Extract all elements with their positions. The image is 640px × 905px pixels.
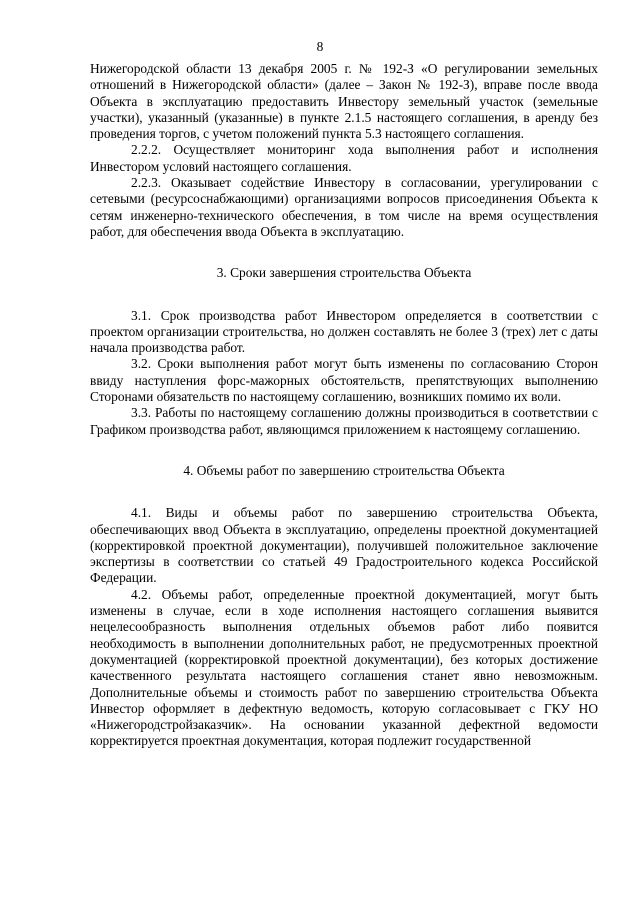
paragraph-4-2: 4.2. Объемы работ, определенные проектной документацией, могут быть изменены в случае, если в ходе исполнения настоящего соглашения выявится нецелесообразность выполнения отдельных объемов работ либо появится необходимость в выполнении дополнительных работ, не предусмотренных проектной документацией (корректировкой проектной документации), без которых достижение качественного результата настоящего соглашения станет явно невозможным. Дополнительные объемы и стоимость работ по завершению строительства Объекта Инвестор оформляет в дефектную ведомость, которую согласовывает с ГКУ НО «Нижегородстройзаказчик». На основании указанной дефектной ведомости корректируется проектная документация, которая подлежит государственной bbox=[90, 586, 598, 749]
section-3-heading: 3. Сроки завершения строительства Объекта bbox=[216, 265, 472, 281]
paragraph-4-1: 4.1. Виды и объемы работ по завершению строительства Объекта, обеспечивающих ввод Объекта в эксплуатацию, определены проектной документацией (корректировкой проектной документации), получившей положительное заключение экспертизы в соответствии со статьей 49 Градостроительного кодекса Российской Федерации. bbox=[90, 505, 598, 586]
section-4-heading: 4. Объемы работ по завершению строительства Объекта bbox=[183, 462, 505, 478]
document-body bbox=[90, 61, 598, 750]
paragraph-3-2: 3.2. Сроки выполнения работ могут быть изменены по согласованию Сторон ввиду наступления форс-мажорных обстоятельств, препятствующих выполнению Сторонами обязательств по настоящему соглашению, возникших помимо их воли. bbox=[90, 356, 598, 405]
paragraph-law-192z: Нижегородской области 13 декабря 2005 г. № 192-З «О регулировании земельных отношений в Нижегородской области» (далее – Закон № 192-З), вправе после ввода Объекта в эксплуатацию предоставить Инвестору земельный участок (земельные участки), указанный (указанные) в пункте 2.1.5 настоящего соглашения, в аренду без проведения торгов, с учетом положений пункта 5.3 настоящего соглашения. bbox=[90, 61, 598, 142]
paragraph-2-2-3: 2.2.3. Оказывает содействие Инвестору в согласовании, урегулировании с сетевыми (ресурсоснабжающими) организациями вопросов присоединения Объекта к сетям инженерно-технического обеспечения, в том числе на время осуществления работ, для обеспечения ввода Объекта в эксплуатацию. bbox=[90, 175, 598, 239]
paragraph-2-2-2: 2.2.2. Осуществляет мониторинг хода выполнения работ и исполнения Инвестором условий настоящего соглашения. bbox=[90, 142, 598, 174]
paragraph-3-1: 3.1. Срок производства работ Инвестором определяется в соответствии с проектом организации строительства, но должен составлять не более 3 (трех) лет с даты начала производства работ. bbox=[90, 307, 598, 356]
paragraph-3-3: 3.3. Работы по настоящему соглашению должны производиться в соответствии с Графиком производства работ, являющимся приложением к настоящему соглашению. bbox=[90, 405, 598, 437]
page-number: 8 bbox=[316, 39, 324, 54]
